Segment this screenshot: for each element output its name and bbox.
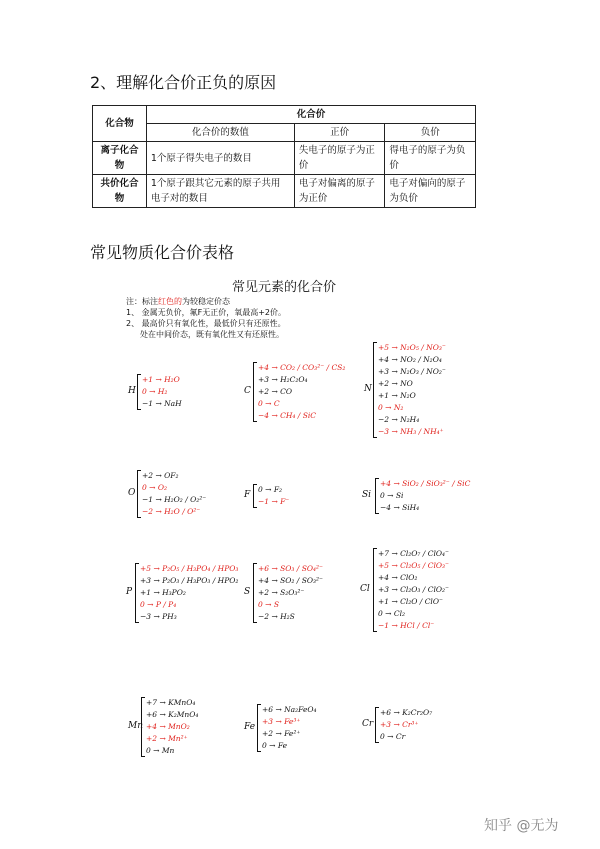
element-symbol: N (364, 384, 372, 394)
bracket (373, 548, 377, 632)
valence-line: 0 → O₂ (142, 483, 167, 492)
valence-line: 0 → Mn (146, 746, 175, 755)
section-title-valence-reason: 2、理解化合价正负的原因 (90, 73, 277, 92)
section-title-valence-table: 常见物质化合价表格 (90, 243, 235, 262)
element-symbol: C (244, 386, 251, 396)
rule-1: 1、 金属无负价，氟F无正价，氧最高+2价。 (126, 308, 287, 317)
valence-line: +4 → NO₂ / N₂O₄ (378, 355, 442, 364)
sheet-title: 常见元素的化合价 (232, 280, 337, 295)
element-symbol: P (126, 587, 133, 597)
valence-line: 0 → C (258, 399, 280, 408)
element-symbol: Cl (360, 584, 370, 594)
valence-line: +6 → K₂Cr₂O₇ (380, 708, 433, 717)
valence-line: +7 → Cl₂O₇ / ClO₄⁻ (378, 549, 449, 558)
element-symbol: H (128, 386, 136, 396)
bracket (137, 470, 141, 518)
bracket (135, 563, 139, 623)
row-ionic-value: 1个原子得失电子的数目 (146, 142, 294, 175)
valence-line: +1 → H₂O (142, 375, 180, 384)
valence-line: +3 → P₂O₃ / H₃PO₃ / HPO₂ (140, 576, 239, 585)
valence-line: +2 → Fe²⁺ (262, 729, 301, 738)
valence-line: +6 → Na₂FeO₄ (262, 705, 317, 714)
col-header-negative: 负价 (385, 124, 476, 142)
valence-line: 0 → Cr (380, 732, 406, 741)
bracket (253, 484, 257, 508)
valence-line: 0 → Cl₂ (378, 609, 405, 618)
element-symbol: Fe (244, 722, 256, 732)
valence-line: +7 → KMnO₄ (146, 698, 196, 707)
valence-line: +2 → OF₂ (142, 471, 179, 480)
valence-line: −4 → CH₄ / SiC (258, 411, 316, 420)
valence-line: 0 → H₂ (142, 387, 168, 396)
row-ionic-positive: 失电子的原子为正价 (294, 142, 385, 175)
element-symbol: Cr (362, 719, 374, 729)
valence-line: +1 → N₂O (378, 391, 416, 400)
valence-line: +2 → NO (378, 379, 413, 388)
note-red-text: 红色的 (158, 297, 182, 306)
valence-line: −1 → HCl / Cl⁻ (378, 621, 435, 630)
bracket (137, 374, 141, 410)
valence-line: +4 → MnO₂ (146, 722, 190, 731)
valence-line: +1 → Cl₂O / ClO⁻ (378, 597, 443, 606)
valence-line: +4 → SO₂ / SO₃²⁻ (258, 576, 323, 585)
element-symbol: Mn (128, 721, 144, 731)
valence-line: 0 → Si (380, 491, 404, 500)
bracket (253, 563, 257, 623)
valence-line: −2 → N₂H₄ (378, 415, 420, 424)
valence-line: +3 → N₂O₃ / NO₂⁻ (378, 367, 446, 376)
table-group-header: 化合价 (146, 106, 475, 124)
valence-line: −2 → H₂S (258, 612, 295, 621)
row-covalent-value: 1个原子跟其它元素的原子共用电子对的数目 (146, 175, 294, 208)
valence-line: +3 → Cl₂O₃ / ClO₂⁻ (378, 585, 449, 594)
element-symbol: O (128, 488, 136, 498)
valence-line: +1 → H₃PO₂ (140, 588, 186, 597)
row-name-covalent: 共价化合物 (93, 175, 147, 208)
valence-line: +4 → CO₂ / CO₃²⁻ / CS₂ (258, 363, 346, 372)
row-covalent-positive: 电子对偏离的原子为正价 (294, 175, 385, 208)
bracket (375, 707, 379, 743)
valence-line: +6 → K₂MnO₄ (146, 710, 199, 719)
element-symbol: Si (362, 490, 372, 500)
col-header-positive: 正价 (294, 124, 385, 142)
element-symbol: S (244, 587, 251, 597)
valence-line: +5 → Cl₂O₅ / ClO₃⁻ (378, 561, 449, 570)
row-name-ionic: 离子化合物 (93, 142, 147, 175)
table-row-header: 化合物 (93, 106, 147, 142)
note-line: 注：标注红色的为较稳定价态 (126, 297, 230, 306)
rule-2: 2、 最高价只有氧化性，最低价只有还原性。 (126, 319, 286, 328)
valence-line: −1 → F⁻ (258, 497, 290, 506)
row-covalent-negative: 电子对偏向的原子为负价 (385, 175, 476, 208)
valence-line: −3 → NH₃ / NH₄⁺ (378, 427, 444, 436)
valence-line: +5 → P₂O₅ / H₃PO₄ / HPO₃ (140, 564, 239, 573)
valence-line: +3 → Fe³⁺ (262, 717, 301, 726)
valence-line: 0 → N₂ (378, 403, 404, 412)
valence-line: −1 → H₂O₂ / O₂²⁻ (142, 495, 207, 504)
valence-line: 0 → P / P₄ (140, 600, 177, 609)
row-ionic-negative: 得电子的原子为负价 (385, 142, 476, 175)
bracket (141, 697, 145, 757)
valence-line: +2 → S₂O₃²⁻ (258, 588, 305, 597)
bracket (257, 704, 261, 752)
element-symbol: F (244, 490, 251, 500)
valence-line: −3 → PH₃ (140, 612, 177, 621)
valence-line: 0 → F₂ (258, 485, 283, 494)
valence-line: +2 → Mn²⁺ (146, 734, 188, 743)
valence-line: +6 → SO₃ / SO₄²⁻ (258, 564, 323, 573)
valence-line: +2 → CO (258, 387, 292, 396)
watermark: 知乎 @无为 (484, 818, 559, 834)
valence-line: −2 → H₂O / O²⁻ (142, 507, 201, 516)
valence-line: 0 → S (258, 600, 279, 609)
valence-line: −1 → NaH (142, 399, 182, 408)
valence-line: +5 → N₂O₅ / NO₃⁻ (378, 343, 446, 352)
valence-reason-table (92, 105, 476, 208)
rule-3: 处在中间价态，既有氧化性又有还原性。 (140, 330, 284, 339)
col-header-value: 化合价的数值 (146, 124, 294, 142)
valence-line: 0 → Fe (262, 741, 288, 750)
bracket (253, 362, 257, 422)
bracket (373, 342, 377, 438)
valence-line: +4 → ClO₂ (378, 573, 418, 582)
valence-line: +3 → H₂C₂O₄ (258, 375, 308, 384)
valence-line: −4 → SiH₄ (380, 503, 420, 512)
valence-line: +4 → SiO₂ / SiO₃²⁻ / SiC (380, 479, 471, 488)
bracket (375, 478, 379, 514)
notes-block (126, 296, 466, 340)
valence-line: +3 → Cr³⁺ (380, 720, 419, 729)
